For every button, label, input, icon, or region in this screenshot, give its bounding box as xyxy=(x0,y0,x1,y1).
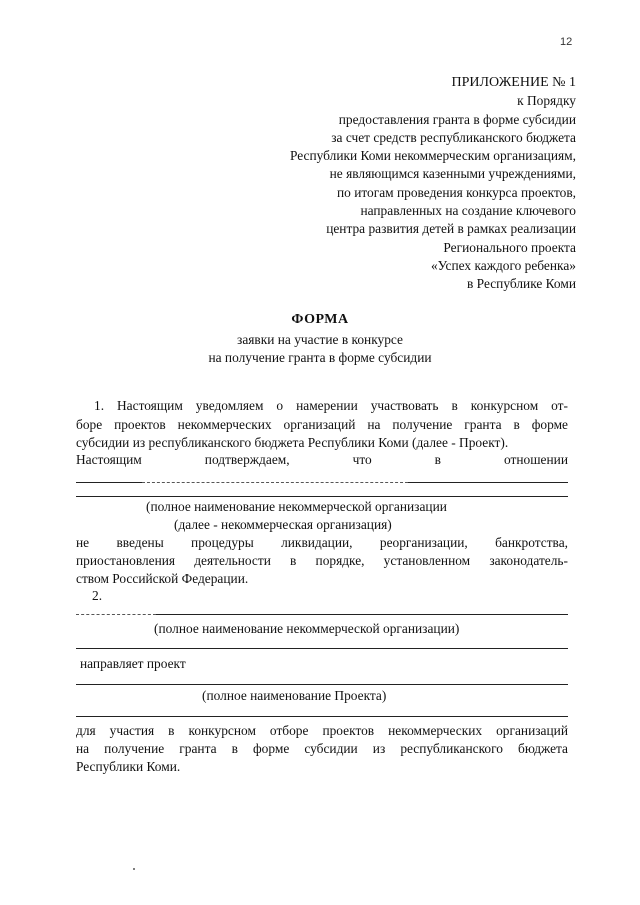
appendix-line: к Порядку xyxy=(517,93,576,109)
section2-line: на получение гранта в форме субсидии из республиканского бюджета xyxy=(76,741,568,756)
blank-line xyxy=(76,496,568,497)
appendix-line: по итогам проведения конкурса проектов, xyxy=(337,184,576,200)
blank-line xyxy=(408,482,568,483)
section2-number: 2. xyxy=(92,588,103,603)
blank-line xyxy=(142,482,408,483)
field-hint: (полное наименование Проекта) xyxy=(202,688,387,703)
form-subtitle-line: на получение гранта в форме субсидии xyxy=(208,350,432,365)
appendix-line: за счет средств республиканского бюджета xyxy=(331,129,576,145)
section1-line: ством Российской Федерации. xyxy=(76,571,249,586)
section1-line: Настоящим подтверждаем, что в отношении xyxy=(76,452,568,467)
blank-line xyxy=(76,614,156,615)
appendix-heading: ПРИЛОЖЕНИЕ № 1 xyxy=(451,75,576,90)
section2-line: Республики Коми. xyxy=(76,759,181,774)
appendix-line: не являющимся казенными учреждениями, xyxy=(329,166,576,182)
appendix-line: «Успех каждого ребенка» xyxy=(430,257,576,273)
blank-line xyxy=(76,716,568,717)
appendix-line: центра развития детей в рамках реализации xyxy=(326,221,576,237)
section2-line: для участия в конкурсном отборе проектов некоммерческих организаций xyxy=(76,723,568,738)
appendix-line: направленных на создание ключевого xyxy=(360,203,576,219)
scan-speck xyxy=(133,868,135,870)
appendix-line: предоставления гранта в форме субсидии xyxy=(338,111,576,127)
appendix-line: в Республике Коми xyxy=(467,276,576,292)
blank-line xyxy=(156,614,568,615)
section1-line: приостановления деятельности в порядке, установленном законодатель- xyxy=(76,553,568,568)
sends-project-label: направляет проект xyxy=(80,656,186,671)
blank-line xyxy=(76,648,568,649)
section1-line: боре проектов некоммерческих организаций на получение гранта в форме xyxy=(76,417,568,432)
form-title: ФОРМА xyxy=(291,312,349,327)
section1-line: не введены процедуры ликвидации, реорганизации, банкротства, xyxy=(76,535,568,550)
form-subtitle-line: заявки на участие в конкурсе xyxy=(237,332,403,347)
section1-line: 1. Настоящим уведомляем о намерении участвовать в конкурсном от- xyxy=(94,398,568,413)
page-number: 12 xyxy=(560,36,573,48)
section1-line: субсидии из республиканского бюджета Республики Коми (далее - Проект). xyxy=(76,435,509,450)
blank-line xyxy=(76,684,568,685)
appendix-line: Республики Коми некоммерческим организациям, xyxy=(290,148,576,164)
appendix-header xyxy=(290,74,576,294)
field-hint: (полное наименование некоммерческой организации) xyxy=(154,621,460,636)
appendix-line: Регионального проекта xyxy=(443,239,576,255)
field-hint: (полное наименование некоммерческой организации xyxy=(146,499,447,514)
field-hint: (далее - некоммерческая организация) xyxy=(174,517,392,532)
blank-line xyxy=(76,482,142,483)
